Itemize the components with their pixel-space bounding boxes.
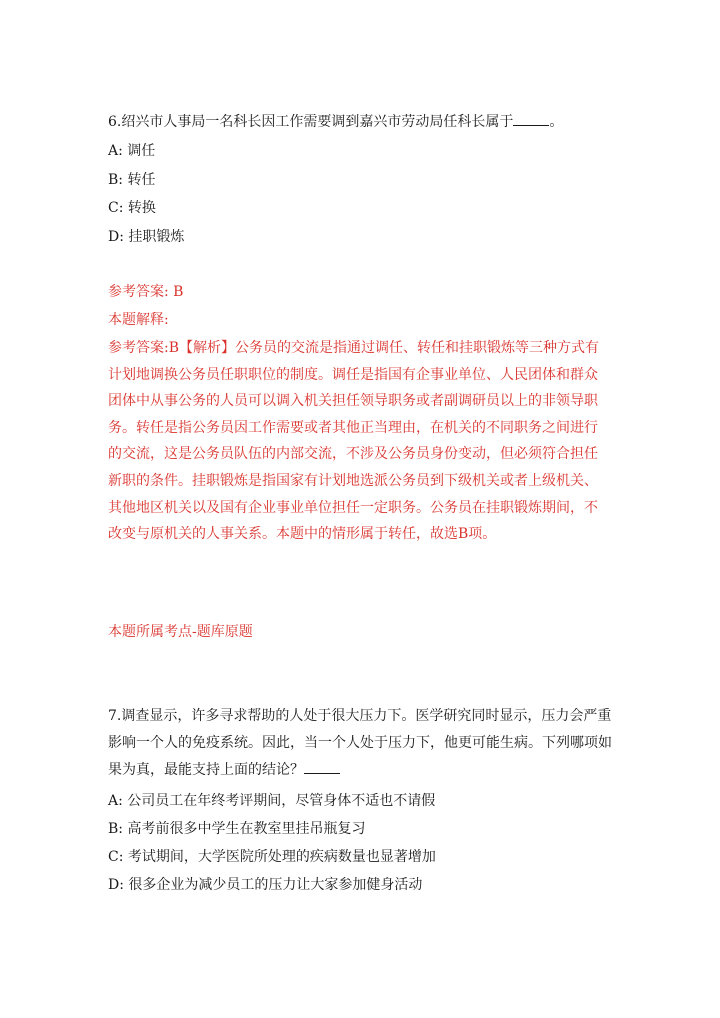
q6-explanation: 参考答案:B【解析】公务员的交流是指通过调任、转任和挂职锻炼等三种方式有计划地调换公务员任职职位的制度。调任是指国有企事业单位、人民团体和群众团体中从事公务的人员可以调入机关担任领导职务或者副调研员以上的非领导职务。转任是指公务员因工作需要或者其他正当理由，在机关的不同职务之间进行的交流，这是公务员队伍的内部交流，不涉及公务员身份变动，但必须符合担任新职的条件。挂职锻炼是指国家有计划地选派公务员到下级机关或者上级机关、其他地区机关以及国有企业事业单位担任一定职务。公务员在挂职锻炼期间，不改变与原机关的人事关系。本题中的情形属于转任，故选B项。	[108, 340, 600, 543]
q6-option-d: D: 挂职锻炼	[108, 229, 185, 245]
q7-option-c: C: 考试期间，大学医院所处理的疾病数量也显著增加	[108, 849, 436, 865]
q6-explain-label: 本题解释:	[108, 312, 169, 328]
q7-stem	[108, 703, 613, 784]
q6-source: 本题所属考点-题库原题	[108, 624, 253, 640]
q6-option-c: C: 转换	[108, 200, 156, 216]
q6-stem-text: 6.绍兴市人事局一名科长因工作需要调到嘉兴市劳动局任科长属于	[108, 114, 514, 130]
q7-option-d: D: 很多企业为减少员工的压力让大家参加健身活动	[108, 877, 423, 893]
q7-answer-blank	[304, 761, 340, 774]
q7-stem-text: 7.调查显示，许多寻求帮助的人处于很大压力下。医学研究同时显示，压力会严重影响一个人的免疫系统。因此，当一个人处于压力下，他更可能生病。下列哪项如果为真，最能支持上面的结论？	[108, 708, 612, 778]
q6-answer-blank	[513, 113, 549, 126]
q6-stem-tail: 。	[549, 114, 564, 130]
q6-option-b: B: 转任	[108, 172, 156, 188]
q6-stem	[108, 113, 563, 131]
q6-option-a: A: 调任	[108, 143, 156, 159]
q6-answer-label: 参考答案: B	[108, 284, 184, 300]
q7-option-b: B: 高考前很多中学生在教室里挂吊瓶复习	[108, 821, 366, 837]
q7-option-a: A: 公司员工在年终考评期间，尽管身体不适也不请假	[108, 793, 436, 809]
